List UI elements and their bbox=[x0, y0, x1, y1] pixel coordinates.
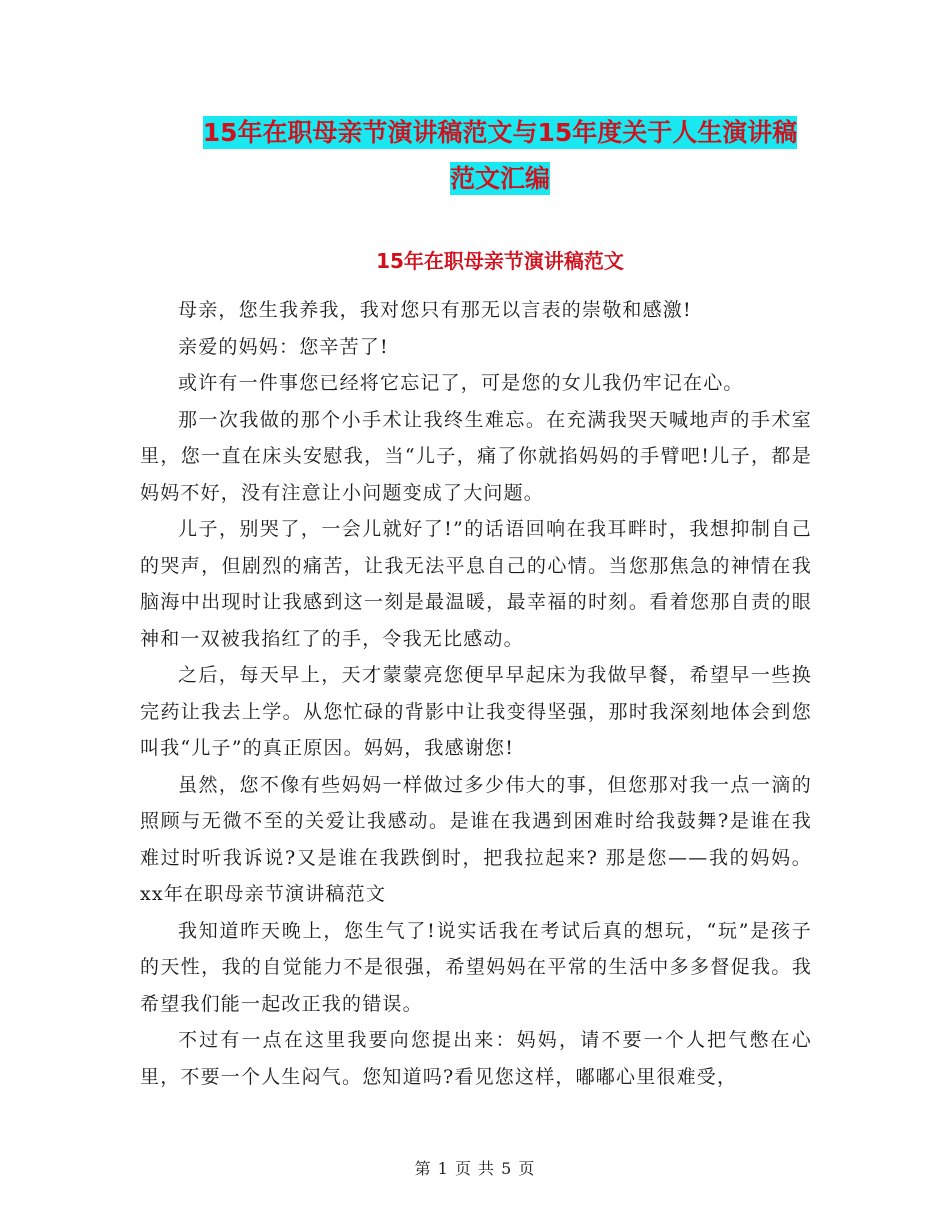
document-title bbox=[140, 110, 860, 202]
paragraph: 虽然，您不像有些妈妈一样做过多少伟大的事，但您那对我一点一滴的照顾与无微不至的关爱让我感动。是谁在我遇到困难时给我鼓舞?是谁在我难过时听我诉说?又是谁在我跌倒时，把我拉起来? 那是您——我的妈妈。xx年在职母亲节演讲稿范文 bbox=[140, 773, 812, 905]
paragraph: 之后，每天早上，天才蒙蒙亮您便早早起床为我做早餐，希望早一些换完药让我去上学。从您忙碌的背影中让我变得坚强，那时我深刻地体会到您叫我“儿子”的真正原因。妈妈，我感谢您! bbox=[140, 664, 812, 759]
paragraph: 或许有一件事您已经将它忘记了，可是您的女儿我仍牢记在心。 bbox=[178, 372, 744, 394]
section-title: 15年在职母亲节演讲稿范文 bbox=[376, 249, 624, 273]
page-number-footer: 第 1 页 共 5 页 bbox=[414, 1159, 536, 1178]
paragraph: 不过有一点在这里我要向您提出来：妈妈，请不要一个人把气憋在心里，不要一个人生闷气。您知道吗?看见您这样，嘟嘟心里很难受， bbox=[140, 1029, 812, 1088]
paragraph: 那一次我做的那个小手术让我终生难忘。在充满我哭天喊地声的手术室里，您一直在床头安慰我，当“儿子，痛了你就掐妈妈的手臂吧!儿子，都是妈妈不好，没有注意让小问题变成了大问题。 bbox=[140, 408, 812, 504]
document-title-line-1: 15年在职母亲节演讲稿范文与15年度关于人生演讲稿 bbox=[202, 118, 798, 147]
paragraph: 我知道昨天晚上，您生气了!说实话我在考试后真的想玩，“玩”是孩子的天性，我的自觉能力不是很强，希望妈妈在平常的生活中多多督促我。我希望我们能一起改正我的错误。 bbox=[140, 919, 812, 1015]
paragraph: 母亲，您生我养我，我对您只有那无以言表的崇敬和感激! bbox=[178, 299, 692, 321]
paragraph: 亲爱的妈妈：您辛苦了! bbox=[178, 335, 389, 358]
document-body bbox=[140, 292, 812, 1095]
paragraph: 儿子，别哭了，一会儿就好了!”的话语回响在我耳畔时，我想抑制自己的哭声，但剧烈的痛苦，让我无法平息自己的心情。当您那焦急的神情在我脑海中出现时让我感到这一刻是最温暖，最幸福的时刻。看着您那自责的眼神和一双被我掐红了的手，令我无比感动。 bbox=[140, 518, 812, 650]
document-title-line-2: 范文汇编 bbox=[449, 164, 550, 193]
